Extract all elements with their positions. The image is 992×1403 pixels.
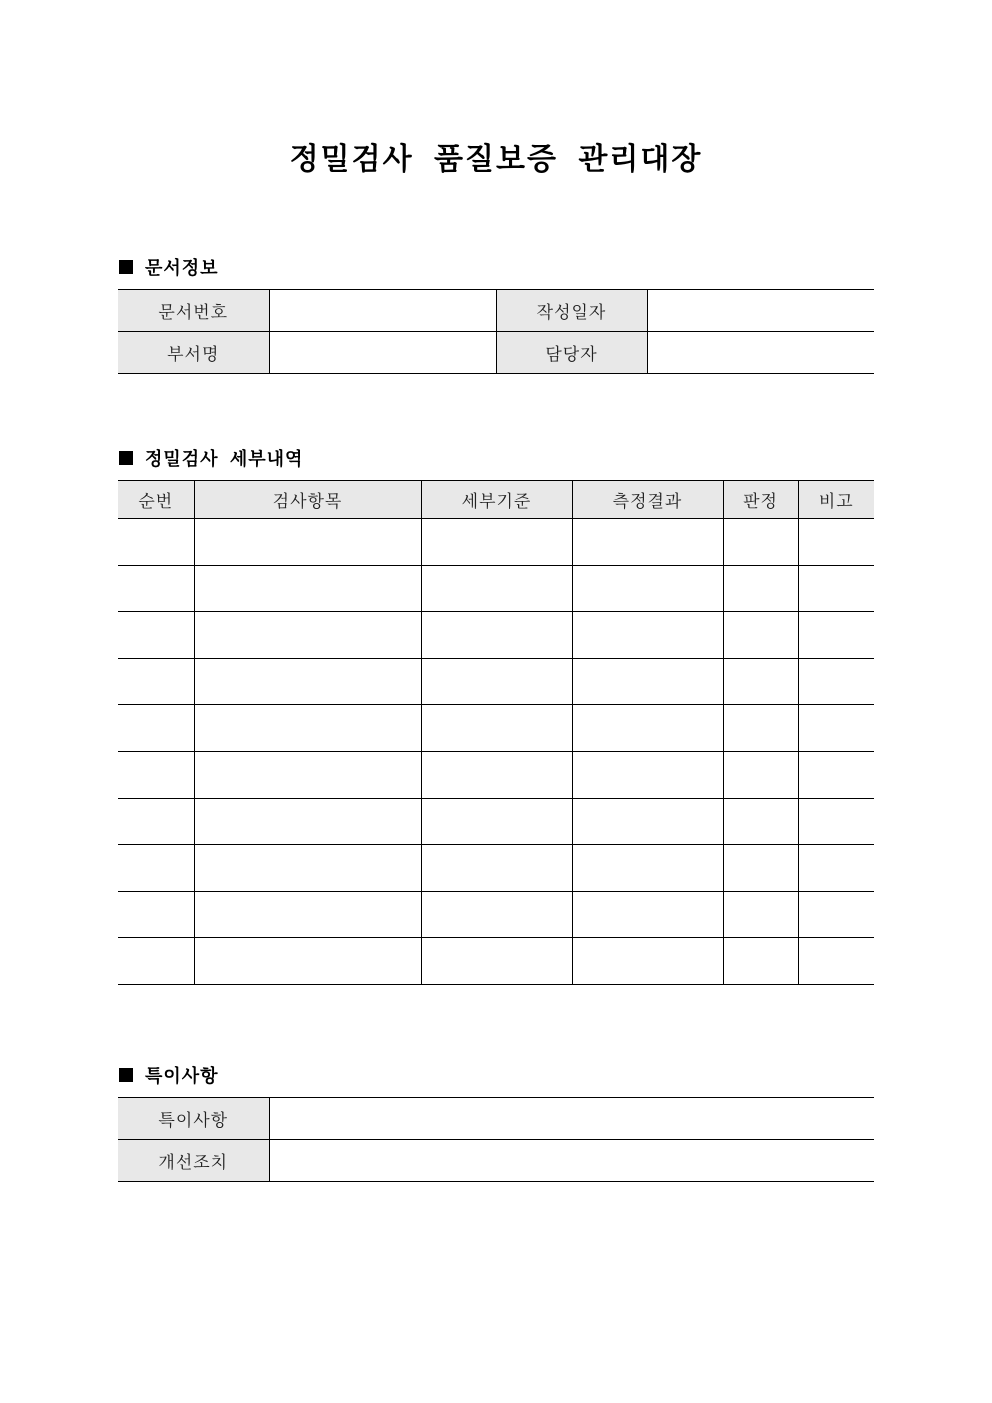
criteria-cell[interactable] [421, 705, 572, 752]
column-header-remarks: 비고 [798, 481, 874, 519]
seq-cell[interactable] [118, 612, 194, 659]
result-cell[interactable] [572, 612, 723, 659]
criteria-cell[interactable] [421, 891, 572, 938]
item-cell[interactable] [194, 751, 421, 798]
result-cell[interactable] [572, 751, 723, 798]
column-header-judgment: 판정 [723, 481, 798, 519]
section-heading-text: 문서정보 [145, 258, 219, 279]
department-label: 부서명 [118, 332, 269, 374]
criteria-cell[interactable] [421, 938, 572, 985]
item-cell[interactable] [194, 565, 421, 612]
seq-cell[interactable] [118, 798, 194, 845]
inspection-detail-table [118, 480, 874, 985]
table-row [118, 845, 874, 892]
result-cell[interactable] [572, 798, 723, 845]
section-heading-text: 정밀검사 세부내역 [145, 449, 304, 470]
table-row [118, 938, 874, 985]
seq-cell[interactable] [118, 705, 194, 752]
table-row [118, 290, 874, 332]
square-bullet-icon [119, 1068, 133, 1082]
column-header-seq: 순번 [118, 481, 194, 519]
manager-label: 담당자 [496, 332, 647, 374]
judgment-cell[interactable] [723, 891, 798, 938]
manager-field[interactable] [647, 332, 874, 374]
table-row [118, 565, 874, 612]
column-header-result: 측정결과 [572, 481, 723, 519]
seq-cell[interactable] [118, 565, 194, 612]
doc-info-table [118, 289, 874, 374]
notes-table [118, 1097, 874, 1182]
seq-cell[interactable] [118, 519, 194, 566]
judgment-cell[interactable] [723, 612, 798, 659]
column-header-item: 검사항목 [194, 481, 421, 519]
section-heading-doc-info [119, 254, 219, 280]
judgment-cell[interactable] [723, 519, 798, 566]
result-cell[interactable] [572, 658, 723, 705]
square-bullet-icon [119, 260, 133, 274]
judgment-cell[interactable] [723, 565, 798, 612]
remarks-cell[interactable] [798, 891, 874, 938]
page-title: 정밀검사 품질보증 관리대장 [289, 142, 703, 177]
doc-number-label: 문서번호 [118, 290, 269, 332]
seq-cell[interactable] [118, 751, 194, 798]
judgment-cell[interactable] [723, 658, 798, 705]
seq-cell[interactable] [118, 891, 194, 938]
special-notes-label: 특이사항 [118, 1098, 269, 1140]
result-cell[interactable] [572, 845, 723, 892]
table-row [118, 1140, 874, 1182]
table-row [118, 751, 874, 798]
column-header-criteria: 세부기준 [421, 481, 572, 519]
criteria-cell[interactable] [421, 658, 572, 705]
criteria-cell[interactable] [421, 798, 572, 845]
item-cell[interactable] [194, 612, 421, 659]
remarks-cell[interactable] [798, 938, 874, 985]
result-cell[interactable] [572, 705, 723, 752]
table-row [118, 891, 874, 938]
corrective-action-label: 개선조치 [118, 1140, 269, 1182]
table-row [118, 612, 874, 659]
remarks-cell[interactable] [798, 798, 874, 845]
item-cell[interactable] [194, 891, 421, 938]
item-cell[interactable] [194, 519, 421, 566]
judgment-cell[interactable] [723, 845, 798, 892]
remarks-cell[interactable] [798, 705, 874, 752]
result-cell[interactable] [572, 565, 723, 612]
judgment-cell[interactable] [723, 751, 798, 798]
table-row [118, 658, 874, 705]
item-cell[interactable] [194, 658, 421, 705]
square-bullet-icon [119, 451, 133, 465]
remarks-cell[interactable] [798, 565, 874, 612]
criteria-cell[interactable] [421, 751, 572, 798]
result-cell[interactable] [572, 891, 723, 938]
remarks-cell[interactable] [798, 845, 874, 892]
department-field[interactable] [269, 332, 496, 374]
corrective-action-field[interactable] [269, 1140, 874, 1182]
judgment-cell[interactable] [723, 705, 798, 752]
table-row [118, 519, 874, 566]
item-cell[interactable] [194, 938, 421, 985]
remarks-cell[interactable] [798, 751, 874, 798]
remarks-cell[interactable] [798, 519, 874, 566]
seq-cell[interactable] [118, 845, 194, 892]
special-notes-field[interactable] [269, 1098, 874, 1140]
judgment-cell[interactable] [723, 938, 798, 985]
section-heading-notes [119, 1062, 219, 1088]
remarks-cell[interactable] [798, 658, 874, 705]
section-heading-text: 특이사항 [145, 1066, 219, 1087]
table-row [118, 798, 874, 845]
remarks-cell[interactable] [798, 612, 874, 659]
item-cell[interactable] [194, 845, 421, 892]
item-cell[interactable] [194, 705, 421, 752]
result-cell[interactable] [572, 519, 723, 566]
created-date-field[interactable] [647, 290, 874, 332]
criteria-cell[interactable] [421, 565, 572, 612]
table-header-row [118, 481, 874, 519]
item-cell[interactable] [194, 798, 421, 845]
result-cell[interactable] [572, 938, 723, 985]
table-row [118, 705, 874, 752]
seq-cell[interactable] [118, 658, 194, 705]
criteria-cell[interactable] [421, 612, 572, 659]
table-row [118, 1098, 874, 1140]
seq-cell[interactable] [118, 938, 194, 985]
created-date-label: 작성일자 [496, 290, 647, 332]
criteria-cell[interactable] [421, 845, 572, 892]
table-row [118, 332, 874, 374]
criteria-cell[interactable] [421, 519, 572, 566]
section-heading-details [119, 445, 303, 471]
doc-number-field[interactable] [269, 290, 496, 332]
judgment-cell[interactable] [723, 798, 798, 845]
